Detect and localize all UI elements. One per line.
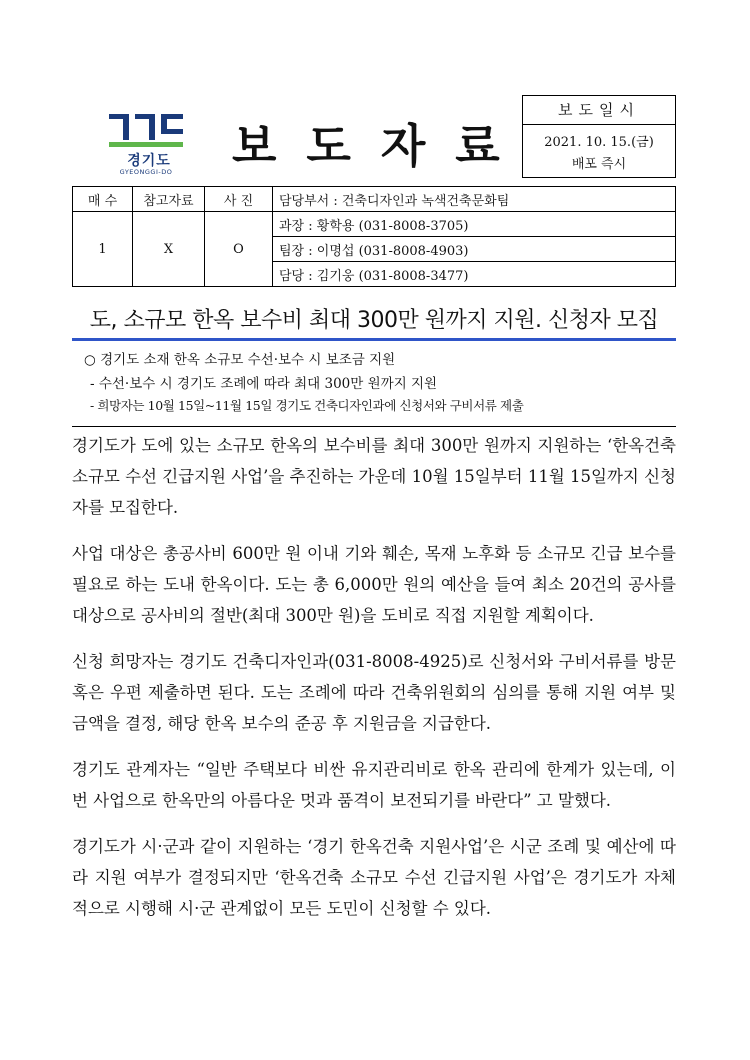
header-photos: 사 진 xyxy=(205,187,273,212)
summary-line: - 수선·보수 시 경기도 조례에 따라 최대 300만 원까지 지원 xyxy=(90,376,438,392)
headline-divider xyxy=(72,338,676,341)
contact-director: 과장 : 황학용 (031-8008-3705) xyxy=(273,212,676,237)
release-note: 배포 즉시 xyxy=(571,157,627,172)
value-pages: 1 xyxy=(73,212,133,287)
contact-manager: 담당 : 김기웅 (031-8008-3477) xyxy=(273,262,676,287)
logo-name: 경기도 xyxy=(127,153,171,169)
department: 담당부서 : 건축디자인과 녹색건축문화팀 xyxy=(273,187,676,212)
release-header: 보도일시 xyxy=(523,96,675,125)
gyeonggi-logo xyxy=(103,110,189,176)
value-references: X xyxy=(133,212,205,287)
contact-team-lead: 팀장 : 이명섭 (031-8008-4903) xyxy=(273,237,676,262)
release-date: 2021. 10. 15.(금) xyxy=(544,135,654,150)
paragraph: 경기도가 시·군과 같이 지원하는 ‘경기 한옥건축 지원사업’은 시군 조례 및 예산에 따라 지원 여부가 결정되지만 ‘한옥건축 소규모 수선 긴급지원 사업’은 경기도가 자체적으로 시행해 시·군 관계없이 모든 도민이 신청할 수 있다. xyxy=(72,837,676,918)
paragraph: 경기도 관계자는 “일반 주택보다 비싼 유지관리비로 한옥 관리에 한계가 있는데, 이번 사업으로 한옥만의 아름다운 멋과 품격이 보전되기를 바란다” 고 말했다. xyxy=(72,760,676,810)
paragraph: 신청 희망자는 경기도 건축디자인과(031-8008-4925)로 신청서와 구비서류를 방문 혹은 우편 제출하면 된다. 도는 조례에 따라 건축위원회의 심의를 통해 지원 여부 및 금액을 결정, 해당 한옥 보수의 준공 후 지원금을 지급한다. xyxy=(72,652,676,733)
release-box xyxy=(522,95,676,178)
value-photos: O xyxy=(205,212,273,287)
paragraph: 경기도가 도에 있는 소규모 한옥의 보수비를 최대 300만 원까지 지원하는 ‘한옥건축 소규모 수선 긴급지원 사업’을 추진하는 가운데 10월 15일부터 11월 15일까지 신청자를 모집한다. xyxy=(72,436,676,517)
summary-line: ○ 경기도 소재 한옥 소규모 수선·보수 시 보조금 지원 xyxy=(84,352,396,368)
article-body xyxy=(72,430,676,939)
header-pages: 매 수 xyxy=(73,187,133,212)
header-references: 참고자료 xyxy=(133,187,205,212)
summary-line: - 희망자는 10월 15일~11월 15일 경기도 건축디자인과에 신청서와 구비서류 제출 xyxy=(90,398,524,413)
gyeonggi-logo-icon xyxy=(103,110,189,150)
info-table xyxy=(72,186,676,287)
headline: 도, 소규모 한옥 보수비 최대 300만 원까지 지원. 신청자 모집 xyxy=(89,308,659,333)
page-title: 보도자료 xyxy=(232,119,530,173)
paragraph: 사업 대상은 총공사비 600만 원 이내 기와 훼손, 목재 노후화 등 소규모 긴급 보수를 필요로 하는 도내 한옥이다. 도는 총 6,000만 원의 예산을 들여 최소 20건의 공사를 대상으로 공사비의 절반(최대 300만 원)을 도비로 직접 지원할 계획이다. xyxy=(72,544,676,625)
logo-subtitle: GYEONGGI-DO xyxy=(119,168,173,176)
summary-box xyxy=(72,344,676,427)
